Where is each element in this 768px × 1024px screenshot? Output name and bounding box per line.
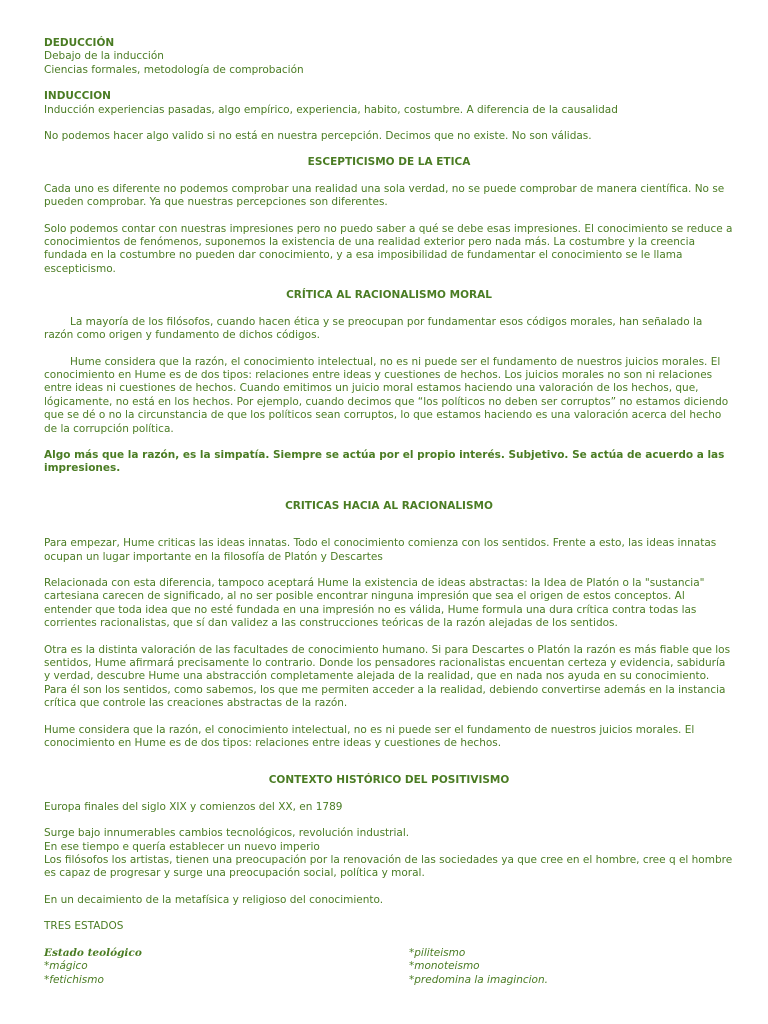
- spacer: [44, 436, 734, 449]
- spacer: [44, 881, 734, 894]
- deduccion-heading: DEDUCCIÓN: [44, 37, 115, 49]
- spacer: [44, 788, 734, 801]
- estado-item: *fetichismo: [44, 973, 104, 986]
- estado-teologico-title: Estado teológico: [44, 946, 142, 959]
- induccion-line: Inducción experiencias pasadas, algo empírico, experiencia, habito, costumbre. A diferencia de la causalidad: [44, 103, 618, 116]
- criticas-paragraph: Para empezar, Hume criticas las ideas innatas. Todo el conocimiento comienza con los sentidos. Frente a esto, las ideas innatas ocupan un lugar importante en la filosofía de Platón y Descartes: [44, 537, 717, 563]
- estado-item: *predomina la imagincion.: [409, 973, 548, 986]
- spacer: [44, 77, 734, 90]
- spacer: [44, 117, 734, 130]
- spacer: [44, 276, 734, 289]
- estado-teologico-column: [44, 947, 409, 987]
- contexto-paragraph: Europa finales del siglo XIX y comienzos del XX, en 1789: [44, 800, 343, 813]
- tres-estados-label: TRES ESTADOS: [44, 920, 124, 933]
- deduccion-line: Debajo de la inducción: [44, 50, 164, 63]
- estado-item: *mágico: [44, 960, 88, 973]
- critica-bold-statement: Algo más que la razón, es la simpatía. Siempre se actúa por el propio interés. Subjetivo. Se actúa de acuerdo a las impresiones.: [44, 448, 725, 475]
- estado-item: *piliteismo: [409, 946, 466, 959]
- estado-item: *monoteismo: [409, 960, 480, 973]
- spacer: [44, 934, 734, 947]
- spacer: [44, 907, 734, 920]
- criticas-paragraph: Relacionada con esta diferencia, tampoco aceptará Hume la existencia de ideas abstractas: la Idea de Platón o la "sustancia" cartesiana carecen de significado, al no ser posible encontrar ninguna impresión que sea el origen de estos conceptos. Al entender que toda idea que no esté fundada en una impresión no es válida, Hume formula una dura crítica contra todas las corrientes racionalistas, que sí dan validez a las construcciones teóricas de la razón alejadas de los sentidos.: [44, 576, 705, 630]
- induccion-heading: INDUCCION: [44, 90, 111, 103]
- criticas-paragraph: Hume considera que la razón, el conocimiento intelectual, no es ni puede ser el fundamento de nuestros juicios morales. El conocimiento en Hume es de dos tipos: relaciones entre ideas y cuestiones de hechos.: [44, 723, 695, 750]
- spacer: [44, 564, 734, 577]
- spacer: [44, 631, 734, 644]
- spacer: [44, 343, 734, 356]
- criticas-paragraph: Otra es la distinta valoración de las facultades de conocimiento humano. Si para Descartes o Platón la razón es más fiable que los sentidos, Hume afirmará precisamente lo contrario. Donde los pensadores racionalistas encuentan certeza y evidencia, sabiduría y verdad, descubre Hume una abstracción completamente alejada de la realidad, que en nada nos ayuda en su conocimiento. Para él son los sentidos, como sabemos, los que me permiten acceder a la realidad, debiendo convertirse además en la instancia crítica que controle las creaciones abstractas de la razón.: [44, 643, 731, 710]
- critica-heading: CRÍTICA AL RACIONALISMO MORAL: [286, 289, 492, 302]
- contexto-line: En ese tiempo e quería establecer un nuevo imperio: [44, 840, 320, 853]
- contexto-paragraph: En un decaimiento de la metafísica y religioso del conocimiento.: [44, 893, 384, 906]
- spacer: [44, 143, 734, 156]
- spacer: [44, 513, 734, 537]
- escepticismo-paragraph: Solo podemos contar con nuestras impresiones pero no puedo saber a qué se debe esas impresiones. El conocimiento se reduce a conocimientos de fenómenos, suponemos la existencia de una realidad exterior pero nada más. La costumbre y la creencia fundada en la costumbre no pueden dar conocimiento, y a esa imposibilidad de fundamentar el conocimiento se le llama escepticismo.: [44, 222, 733, 275]
- contexto-heading: CONTEXTO HISTÓRICO DEL POSITIVISMO: [268, 774, 510, 787]
- contexto-line: Los filósofos los artistas, tienen una preocupación por la renovación de las sociedades ya que cree en el hombre, cree q el hombre es capaz de progresar y surge una preocupación social, política y moral.: [44, 854, 733, 880]
- criticas-heading: CRITICAS HACIA AL RACIONALISMO: [285, 499, 493, 512]
- spacer: [44, 303, 734, 316]
- spacer: [44, 476, 734, 500]
- estados-columns: [44, 947, 734, 987]
- spacer: [44, 814, 734, 827]
- escepticismo-paragraph: Cada uno es diferente no podemos comprobar una realidad una sola verdad, no se puede comprobar de manera científica. No se pueden comprobar. Ya que nuestras percepciones son diferentes.: [44, 182, 725, 209]
- spacer: [44, 170, 734, 183]
- escepticismo-heading: ESCEPTICISMO DE LA ETICA: [307, 156, 471, 169]
- document-page: [44, 37, 734, 987]
- spacer: [44, 750, 734, 774]
- spacer: [44, 210, 734, 223]
- critica-paragraph: La mayoría de los filósofos, cuando hacen ética y se preocupan por fundamentar esos códigos morales, han señalado la razón como origen y fundamento de dichos códigos.: [44, 315, 703, 342]
- induccion-paragraph: No podemos hacer algo valido si no está en nuestra percepción. Decimos que no existe. No son válidas.: [44, 130, 592, 143]
- deduccion-line: Ciencias formales, metodología de comprobación: [44, 63, 304, 76]
- estado-right-column: [409, 947, 734, 987]
- critica-paragraph: Hume considera que la razón, el conocimiento intelectual, no es ni puede ser el fundamento de nuestros juicios morales. El conocimiento en Hume es de dos tipos: relaciones entre ideas y cuestiones de hechos. Los juicios morales no son ni relaciones entre ideas ni cuestiones de hechos. Cuando emitimos un juicio moral estamos haciendo una valoración de los hechos, que, lógicamente, no está en los hechos. Por ejemplo, cuando decimos que “los políticos no deben ser corruptos” no estamos diciendo que se dé o no la circunstancia de que los políticos sean corruptos, lo que estamos haciendo es una valoración acerca del hecho de la corrupción política.: [44, 355, 729, 435]
- spacer: [44, 711, 734, 724]
- contexto-line: Surge bajo innumerables cambios tecnológicos, revolución industrial.: [44, 827, 410, 840]
